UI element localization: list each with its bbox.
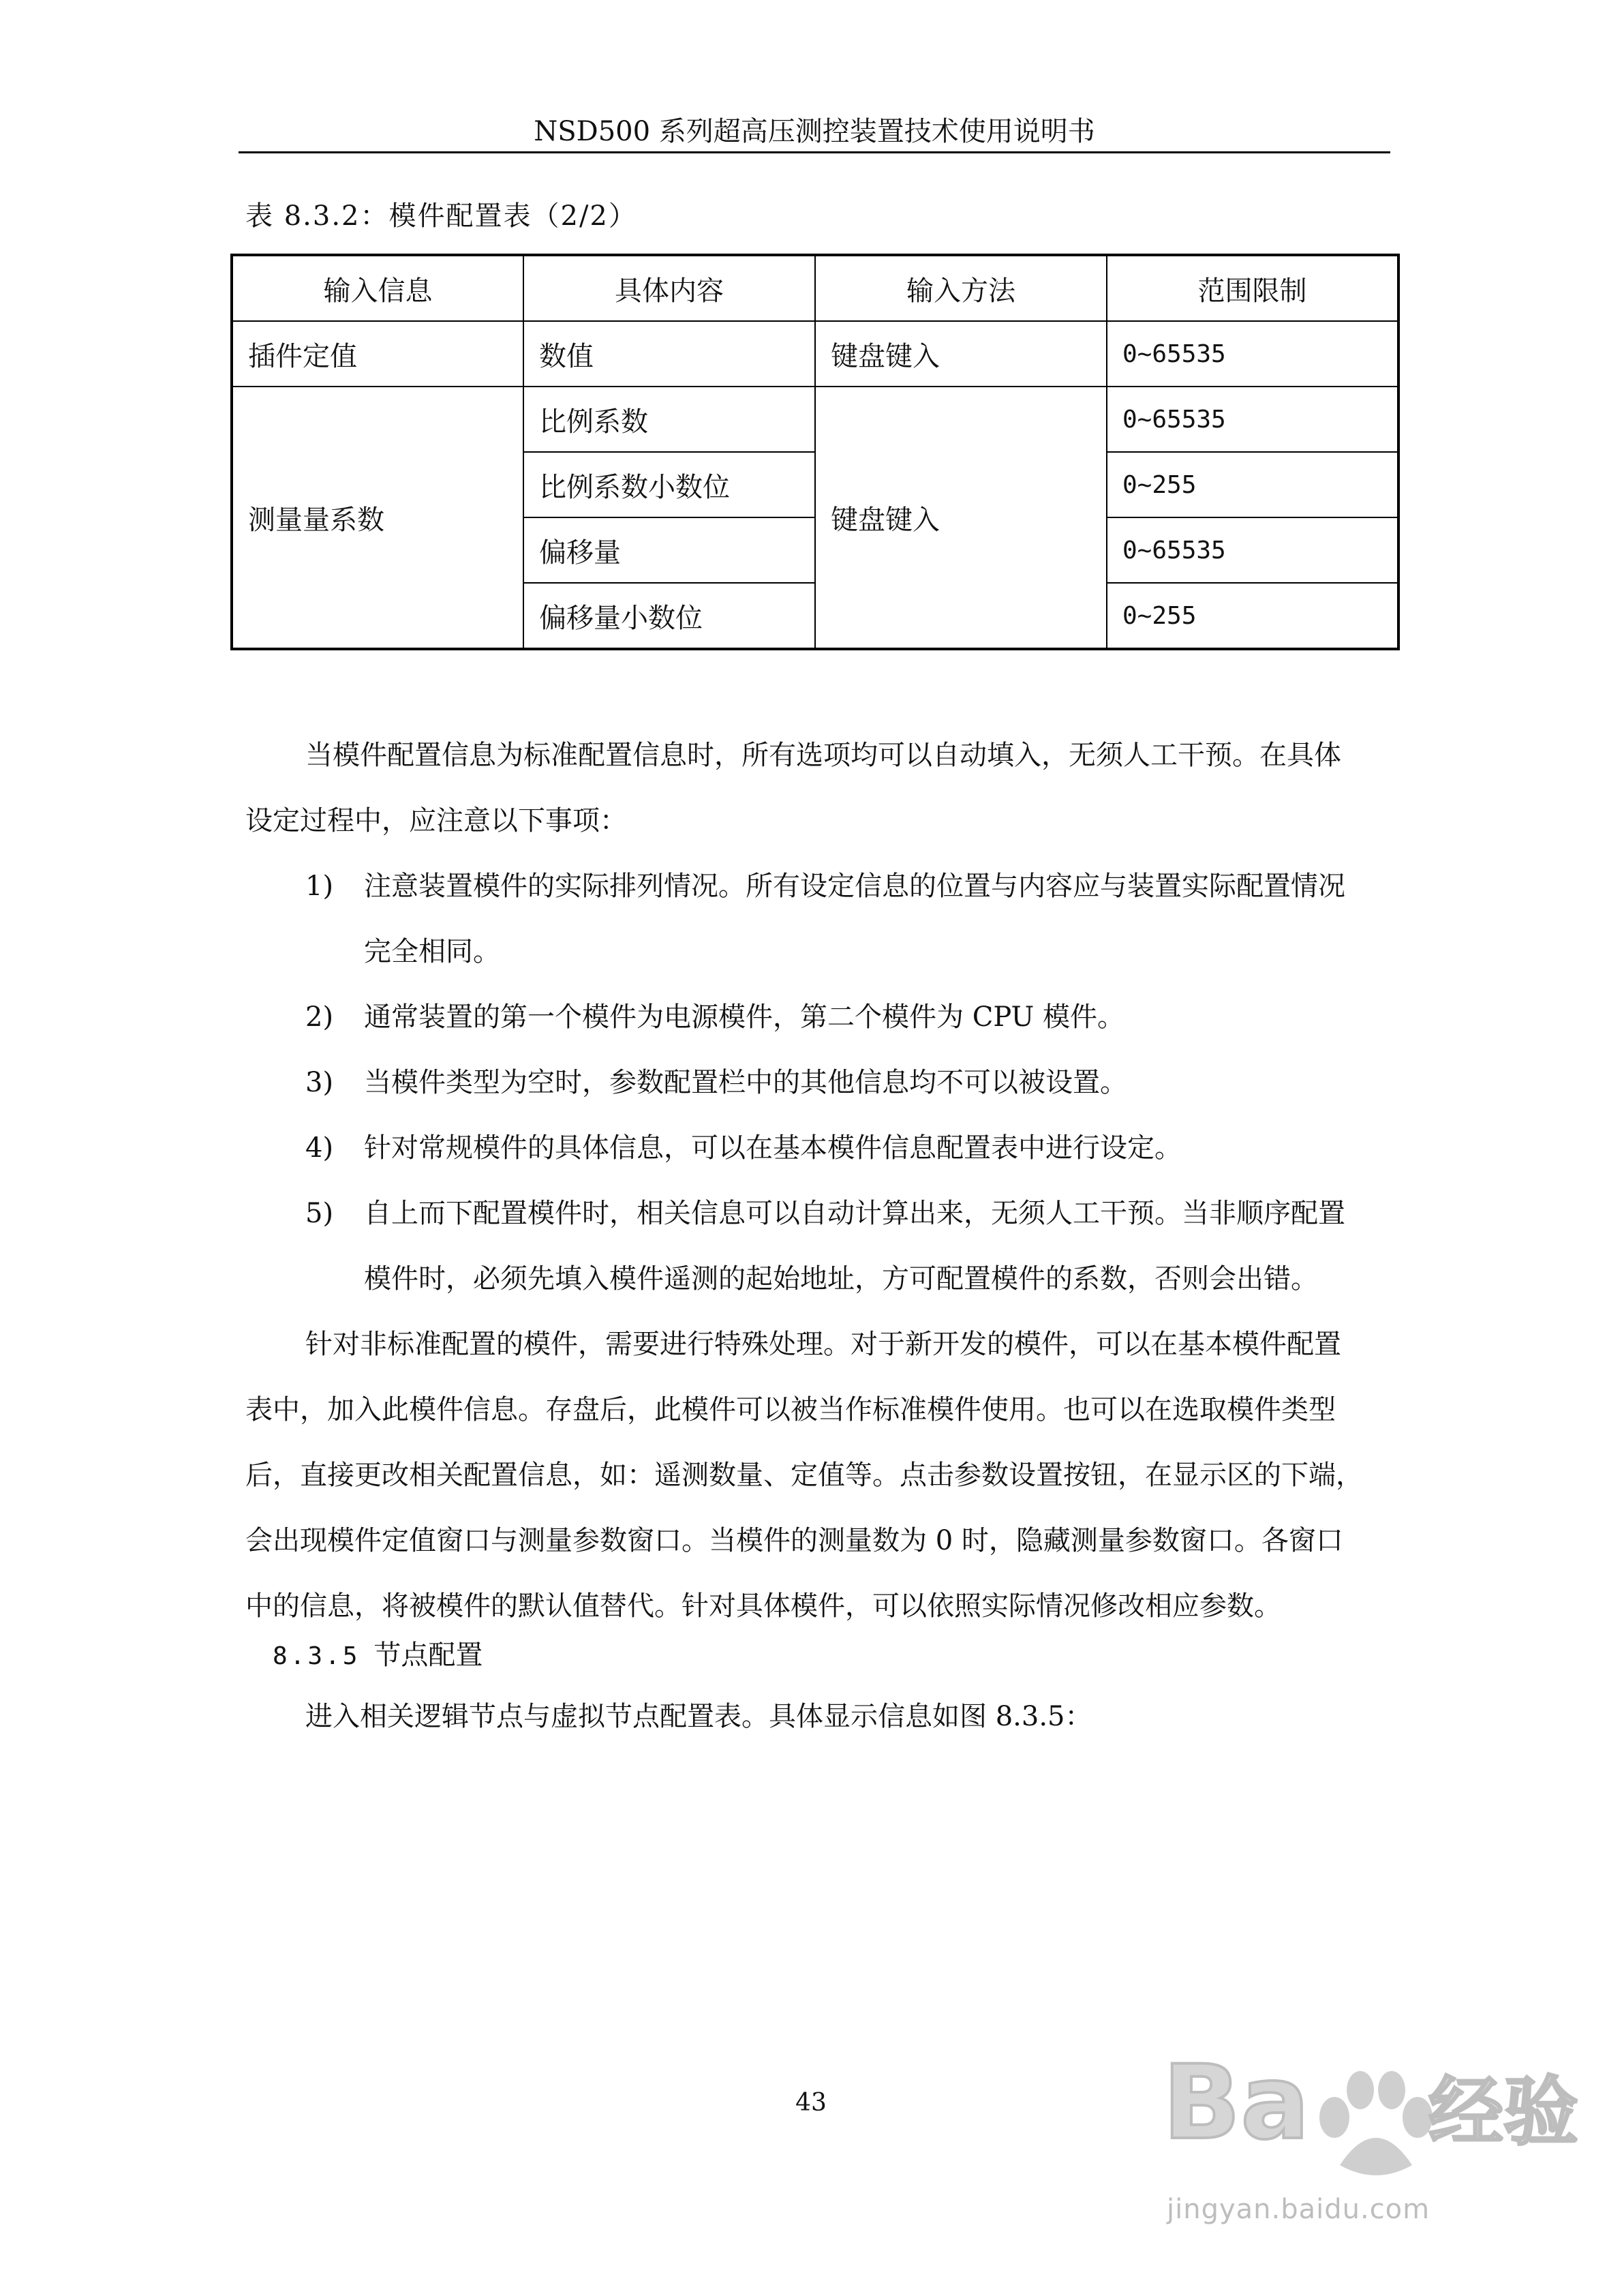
list-item-number: 1)	[305, 871, 334, 902]
table-header-cell: 输入信息	[232, 255, 523, 321]
list-item-number: 2)	[305, 1001, 334, 1033]
table-cell-range: 0~255	[1107, 583, 1398, 649]
watermark-url: jingyan.baidu.com	[1167, 2194, 1430, 2225]
table-cell-content: 数值	[523, 321, 815, 387]
table-cell-content: 比例系数小数位	[523, 452, 815, 517]
table-header-cell: 范围限制	[1107, 255, 1398, 321]
section-number: 8.3.5	[273, 1642, 361, 1670]
list-item-text: 注意装置模件的实际排列情况。所有设定信息的位置与内容应与装置实际配置情况	[364, 871, 1345, 902]
paragraph-line: 后，直接更改相关配置信息，如：遥测数量、定值等。点击参数设置按钮，在显示区的下端，	[245, 1460, 1363, 1491]
table-cell-content: 比例系数	[523, 387, 815, 452]
list-item-continuation: 完全相同。	[364, 936, 500, 967]
paragraph-line: 表中，加入此模件信息。存盘后，此模件可以被当作标准模件使用。也可以在选取模件类型	[245, 1394, 1336, 1425]
paragraph-line: 会出现模件定值窗口与测量参数窗口。当模件的测量数为 0 时，隐藏测量参数窗口。各窗口	[245, 1525, 1343, 1556]
baidu-paw-logo-icon	[1156, 2036, 1578, 2186]
paragraph-line: 中的信息，将被模件的默认值替代。针对具体模件，可以依照实际情况修改相应参数。	[245, 1590, 1281, 1622]
paragraph-line: 进入相关逻辑节点与虚拟节点配置表。具体显示信息如图 8.3.5：	[305, 1701, 1092, 1732]
table-cell-range: 0~255	[1107, 452, 1398, 517]
table-cell-content: 偏移量小数位	[523, 583, 815, 649]
paragraph-line: 当模件配置信息为标准配置信息时，所有选项均可以自动填入，无须人工干预。在具体	[305, 740, 1341, 771]
section-heading	[273, 1635, 483, 1677]
paragraph-line: 设定过程中，应注意以下事项：	[245, 805, 627, 836]
table-cell-range: 0~65535	[1107, 387, 1398, 452]
paragraph-line: 针对非标准配置的模件，需要进行特殊处理。对于新开发的模件，可以在基本模件配置	[305, 1329, 1341, 1360]
table-cell-info-merged: 测量量系数	[232, 387, 523, 649]
table-row	[232, 321, 1398, 387]
list-item-continuation: 模件时，必须先填入模件遥测的起始地址，方可配置模件的系数，否则会出错。	[364, 1263, 1318, 1295]
svg-text:Ba: Ba	[1163, 2044, 1310, 2162]
table-cell-method-merged: 键盘键入	[815, 387, 1107, 649]
table-cell-method: 键盘键入	[815, 321, 1107, 387]
svg-text:经验: 经验	[1428, 2068, 1578, 2156]
table-caption: 表 8.3.2：模件配置表（2/2）	[245, 200, 637, 232]
table-cell-content: 偏移量	[523, 517, 815, 583]
table-header-row	[232, 255, 1398, 321]
list-item-text: 通常装置的第一个模件为电源模件，第二个模件为 CPU 模件。	[364, 1001, 1124, 1033]
list-item-text: 针对常规模件的具体信息，可以在基本模件信息配置表中进行设定。	[364, 1132, 1182, 1164]
table-header-cell: 具体内容	[523, 255, 815, 321]
table-header-cell: 输入方法	[815, 255, 1107, 321]
table-row	[232, 387, 1398, 452]
document-header-title: NSD500 系列超高压测控装置技术使用说明书	[534, 116, 1095, 147]
baidu-jingyan-watermark	[1156, 2036, 1578, 2240]
list-item-number: 5)	[305, 1198, 334, 1229]
table-cell-info: 插件定值	[232, 321, 523, 387]
header-rule	[239, 151, 1390, 153]
page-number: 43	[795, 2089, 827, 2117]
table-cell-range: 0~65535	[1107, 321, 1398, 387]
list-item-number: 3)	[305, 1067, 334, 1098]
list-item-number: 4)	[305, 1132, 334, 1164]
list-item-text: 自上而下配置模件时，相关信息可以自动计算出来，无须人工干预。当非顺序配置	[364, 1198, 1345, 1229]
table-cell-range: 0~65535	[1107, 517, 1398, 583]
module-config-table	[230, 254, 1400, 650]
list-item-text: 当模件类型为空时，参数配置栏中的其他信息均不可以被设置。	[364, 1067, 1127, 1098]
section-title: 节点配置	[373, 1640, 483, 1671]
